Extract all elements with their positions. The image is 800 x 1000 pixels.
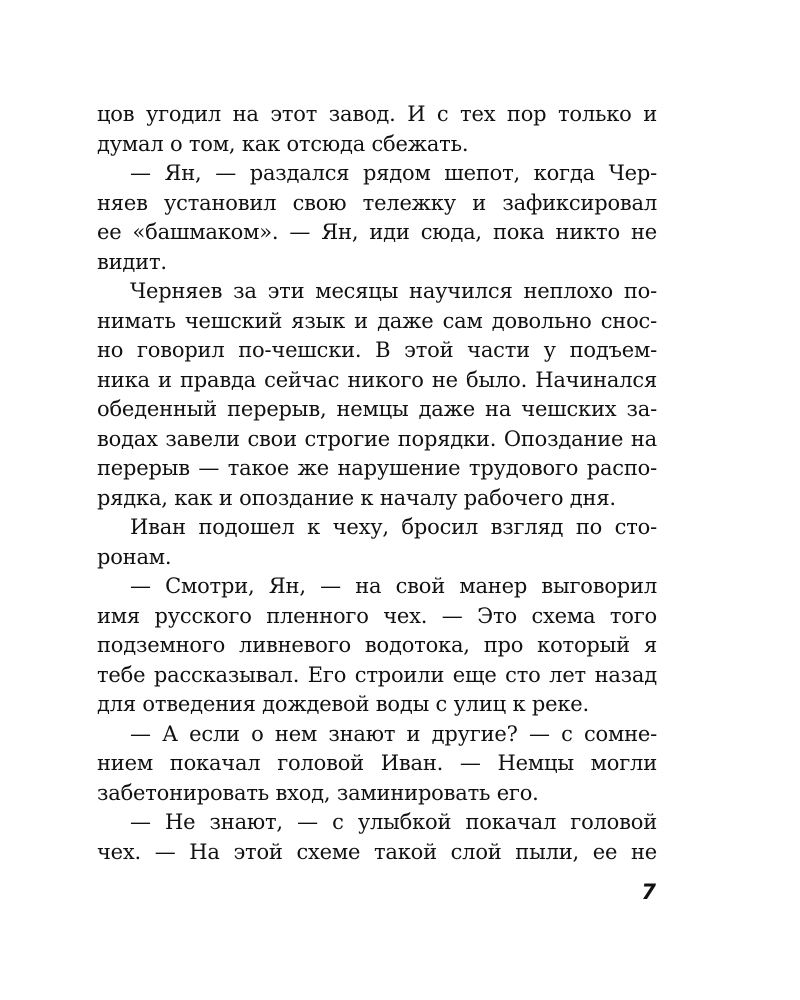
text-line: — Ян, — раздался рядом шепот, когда Чер- (130, 161, 657, 185)
text-line: обеденный перерыв, немцы даже на чешских за- (97, 397, 657, 421)
text-line: — Смотри, Ян, — на свой манер выговорил (130, 574, 657, 598)
text-line: — Не знают, — с улыбкой покачал головой (130, 810, 657, 834)
page-number: 7 (641, 880, 656, 904)
text-line: чех. — На этой схеме такой слой пыли, ее не (97, 839, 657, 864)
text-line: забетонировать вход, заминировать его. (97, 780, 539, 805)
text-line: нием покачал головой Иван. — Немцы могли (97, 751, 657, 775)
text-line: ее «башмаком». — Ян, иди сюда, пока никто не (97, 220, 657, 244)
text-line: для отведения дождевой воды с улиц к реке. (97, 692, 589, 716)
text-line: видит. (97, 249, 167, 274)
text-line: водах завели свои строгие порядки. Опоздание на (97, 426, 657, 451)
text-line: Иван подошел к чеху, бросил взгляд по сто- (130, 515, 657, 539)
text-line: цов угодил на этот завод. И с тех пор только и (97, 102, 657, 126)
text-line: — А если о нем знают и другие? — с сомне- (130, 721, 657, 746)
text-line: няев установил свою тележку и зафиксировал (97, 190, 657, 215)
text-line: тебе рассказывал. Его строили еще сто лет назад (97, 662, 657, 687)
text-line: думал о том, как отсюда сбежать. (97, 131, 469, 156)
text-line: нимать чешский язык и даже сам довольно снос- (97, 308, 657, 333)
body-text (97, 100, 657, 867)
text-line: имя русского пленного чех. — Это схема того (97, 603, 657, 628)
text-line: подземного ливневого водотока, про который я (97, 633, 657, 657)
text-line: перерыв — такое же нарушение трудового распо- (97, 456, 657, 480)
text-line: рядка, как и опоздание к началу рабочего дня. (97, 485, 616, 510)
text-line: но говорил по-чешски. В этой части у подъем- (97, 338, 657, 362)
text-line: Черняев за эти месяцы научился неплохо по- (130, 279, 657, 303)
text-line: ника и правда сейчас никого не было. Начинался (97, 367, 657, 392)
text-line: ронам. (97, 544, 172, 569)
